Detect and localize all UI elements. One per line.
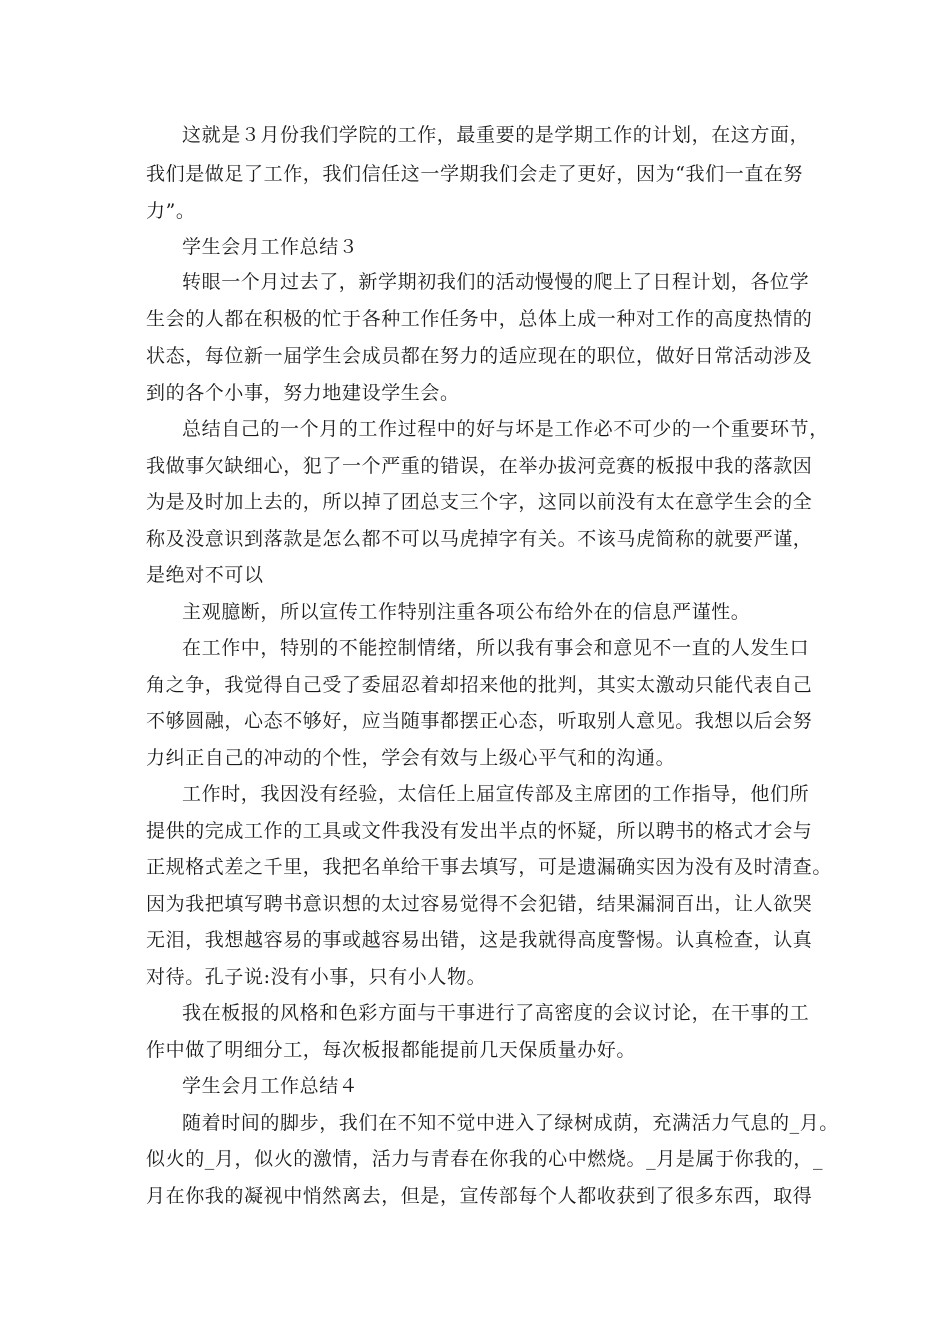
section-heading-3: 学生会月工作总结３ xyxy=(182,236,359,258)
text-line-9: 总结自己的一个月的工作过程中的好与坏是工作必不可少的一个重要环节， xyxy=(182,418,829,440)
text-line-10: 我做事欠缺细心，犯了一个严重的错误，在举办拔河竞赛的板报中我的落款因 xyxy=(146,455,813,477)
text-line-3: 力”。 xyxy=(146,200,196,222)
text-line-14: 主观臆断，所以宣传工作特别注重各项公布给外在的信息严谨性。 xyxy=(182,601,751,623)
text-line-19: 工作时，我因没有经验，太信任上届宣传部及主席团的工作指导，他们所 xyxy=(182,783,810,805)
text-line-24: 对待。孔子说:没有小事，只有小人物。 xyxy=(146,966,487,988)
text-line-16: 角之争，我觉得自己受了委屈忍着却招来他的批判，其实太激动只能代表自己 xyxy=(146,674,813,696)
text-line-20: 提供的完成工作的工具或文件我没有发出半点的怀疑，所以聘书的格式才会与 xyxy=(146,820,813,842)
text-line-23: 无泪，我想越容易的事或越容易出错，这是我就得高度警惕。认真检查，认真 xyxy=(146,929,813,951)
text-line-21: 正规格式差之千里，我把名单给干事去填写，可是遗漏确实因为没有及时清查。 xyxy=(146,856,833,878)
text-line-7: 状态，每位新一届学生会成员都在努力的适应现在的职位，做好日常活动涉及 xyxy=(146,345,813,367)
text-line-29: 似火的_月，似火的激情，活力与青春在你我的心中燃烧。_月是属于你我的，_ xyxy=(146,1148,824,1170)
text-line-2: 我们是做足了工作，我们信任这一学期我们会走了更好，因为“我们一直在努 xyxy=(146,163,804,185)
text-line-25: 我在板报的风格和色彩方面与干事进行了高密度的会议讨论，在干事的工 xyxy=(182,1002,810,1024)
section-heading-4: 学生会月工作总结４ xyxy=(182,1075,359,1097)
text-line-1: 这就是３月份我们学院的工作，最重要的是学期工作的计划，在这方面， xyxy=(182,124,810,146)
text-line-15: 在工作中，特别的不能控制情绪，所以我有事会和意见不一直的人发生口 xyxy=(182,637,810,659)
text-line-11: 为是及时加上去的，所以掉了团总支三个字，这同以前没有太在意学生会的全 xyxy=(146,491,813,513)
text-line-30: 月在你我的凝视中悄然离去，但是，宣传部每个人都收获到了很多东西，取得 xyxy=(146,1185,813,1207)
text-line-6: 生会的人都在积极的忙于各种工作任务中，总体上成一种对工作的高度热情的 xyxy=(146,308,813,330)
text-line-13: 是绝对不可以 xyxy=(146,564,264,586)
text-line-22: 因为我把填写聘书意识想的太过容易觉得不会犯错，结果漏洞百出，让人欲哭 xyxy=(146,893,813,915)
text-line-17: 不够圆融，心态不够好，应当随事都摆正心态，听取别人意见。我想以后会努 xyxy=(146,710,813,732)
text-line-18: 力纠正自己的冲动的个性，学会有效与上级心平气和的沟通。 xyxy=(146,747,676,769)
text-line-12: 称及没意识到落款是怎么都不可以马虎掉字有关。不该马虎简称的就要严谨， xyxy=(146,528,813,550)
text-line-26: 作中做了明细分工，每次板报都能提前几天保质量办好。 xyxy=(146,1039,637,1061)
text-line-8: 到的各个小事，努力地建设学生会。 xyxy=(146,382,460,404)
text-line-28: 随着时间的脚步，我们在不知不觉中进入了绿树成荫，充满活力气息的_月。 xyxy=(182,1112,839,1134)
text-line-5: 转眼一个月过去了，新学期初我们的活动慢慢的爬上了日程计划，各位学 xyxy=(182,271,810,293)
